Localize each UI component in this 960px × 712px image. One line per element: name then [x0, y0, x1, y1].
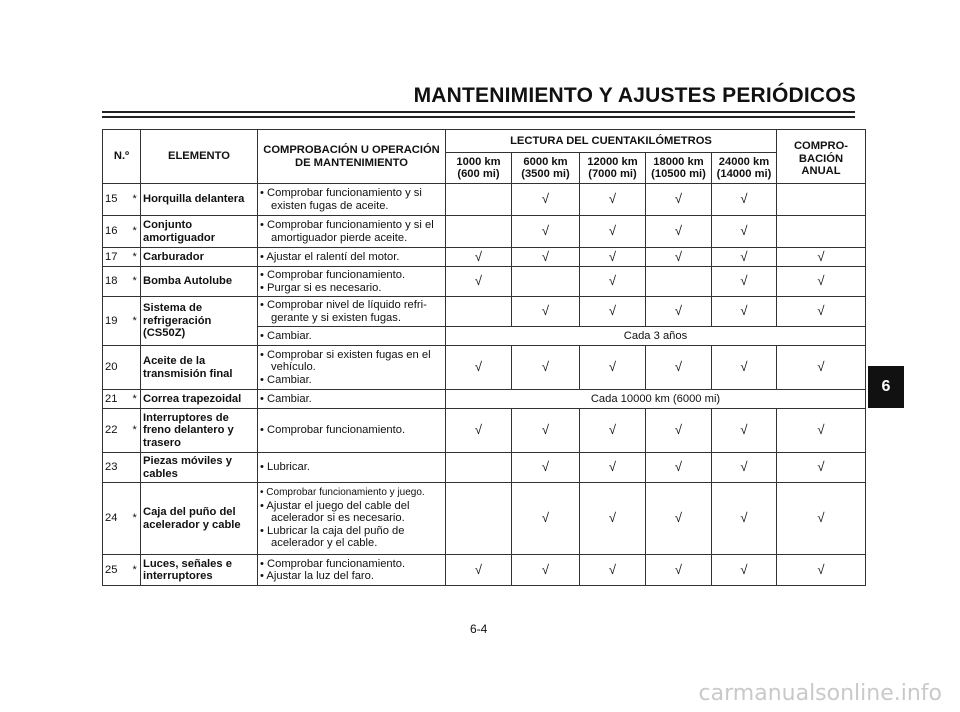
- check-cell: √: [512, 184, 580, 216]
- check-cell: √: [512, 248, 580, 267]
- mi-label: (3500 mi): [521, 168, 570, 180]
- check-cell: √: [777, 483, 866, 555]
- check-cell: √: [512, 346, 580, 390]
- check-cell: √: [580, 346, 646, 390]
- row-operation: [258, 346, 446, 390]
- check-cell: √: [646, 453, 712, 483]
- table-row: [103, 409, 866, 453]
- mi-label: (7000 mi): [588, 168, 637, 180]
- check-cell: √: [777, 297, 866, 327]
- chapter-tab[interactable]: 6: [868, 366, 904, 408]
- check-cell: √: [512, 555, 580, 586]
- km-label: 18000 km: [653, 155, 704, 168]
- row-number: 16: [103, 216, 131, 248]
- operation-item: • Comprobar funcionamiento y si existen fugas de aceite.: [260, 187, 422, 212]
- check-cell: √: [512, 453, 580, 483]
- operation-item: • Cambiar.: [260, 329, 312, 342]
- page-title: MANTENIMIENTO Y AJUSTES PERIÓDICOS: [413, 84, 856, 107]
- header-km-18000: [646, 153, 712, 184]
- check-cell: √: [580, 483, 646, 555]
- check-cell: √: [646, 297, 712, 327]
- row-star: *: [131, 297, 141, 346]
- row-number: 23: [103, 453, 131, 483]
- row-star: *: [131, 267, 141, 297]
- check-cell: √: [777, 409, 866, 453]
- row-element: Carburador: [141, 248, 258, 267]
- operation-item: • Ajustar el ralentí del motor.: [260, 250, 400, 263]
- row-element: Aceite de la transmisión final: [141, 346, 258, 390]
- operation-item: • Ajustar la luz del faro.: [260, 570, 374, 582]
- row-element: [141, 297, 258, 346]
- check-cell: √: [446, 346, 512, 390]
- check-cell: √: [580, 216, 646, 248]
- row-star: [131, 453, 141, 483]
- check-cell: √: [777, 346, 866, 390]
- row-number: 22: [103, 409, 131, 453]
- operation-item: • Comprobar funcionamiento.: [260, 424, 406, 437]
- table-row: [103, 453, 866, 483]
- check-cell: √: [512, 297, 580, 327]
- header-km-6000: [512, 153, 580, 184]
- check-cell: √: [512, 483, 580, 555]
- check-cell: [446, 297, 512, 327]
- row-operation: [258, 216, 446, 248]
- check-cell: √: [712, 216, 777, 248]
- header-km-1000: [446, 153, 512, 184]
- header-check: COMPROBACIÓN U OPERACIÓN DE MANTENIMIENTO: [258, 130, 446, 184]
- header-odometer: LECTURA DEL CUENTAKILÓMETROS: [446, 130, 777, 153]
- check-cell: √: [712, 453, 777, 483]
- km-label: 6000 km: [523, 155, 568, 168]
- check-cell: √: [646, 483, 712, 555]
- table-row: [103, 184, 866, 216]
- element-label: Sistema de refrigeración: [143, 302, 212, 327]
- check-cell: [646, 267, 712, 297]
- mi-label: (10500 mi): [651, 168, 706, 180]
- check-cell: √: [646, 248, 712, 267]
- row-element: Caja del puño del acelerador y cable: [141, 483, 258, 555]
- row-operation: [258, 248, 446, 267]
- operation-item: • Comprobar nivel de líquido refri- gerante y si existen fugas.: [260, 299, 427, 324]
- table-row: [103, 346, 866, 390]
- row-star: *: [131, 409, 141, 453]
- km-label: 12000 km: [587, 155, 638, 168]
- watermark: carmanualsonline.info: [698, 681, 942, 706]
- row-element: Piezas móviles y cables: [141, 453, 258, 483]
- interval-text: Cada 10000 km (6000 mi): [446, 390, 866, 409]
- row-star: [131, 346, 141, 390]
- operation-item: • Purgar si es necesario.: [260, 281, 382, 294]
- row-star: *: [131, 483, 141, 555]
- title-rule: [102, 116, 855, 118]
- row-operation: [258, 555, 446, 586]
- operation-item: • Comprobar si existen fugas en el vehículo.: [260, 348, 431, 374]
- row-operation: [258, 453, 446, 483]
- table-row: [103, 297, 866, 327]
- table-row: [103, 483, 866, 555]
- check-cell: √: [712, 248, 777, 267]
- check-cell: √: [777, 267, 866, 297]
- check-cell: √: [446, 248, 512, 267]
- check-cell: √: [580, 297, 646, 327]
- check-cell: √: [712, 555, 777, 586]
- operation-item: • Cambiar.: [260, 373, 312, 386]
- check-cell: √: [777, 453, 866, 483]
- maintenance-table: [102, 129, 866, 586]
- check-cell: [446, 184, 512, 216]
- check-cell: √: [580, 453, 646, 483]
- check-cell: [446, 453, 512, 483]
- title-rule: [102, 111, 855, 113]
- header-km-24000: [712, 153, 777, 184]
- row-star: *: [131, 555, 141, 586]
- check-cell: √: [712, 483, 777, 555]
- row-operation: [258, 483, 446, 555]
- table-row: [103, 390, 866, 409]
- check-cell: √: [712, 409, 777, 453]
- mi-label: (14000 mi): [716, 168, 772, 180]
- row-element: Interruptores de freno delantero y trasero: [141, 409, 258, 453]
- check-cell: √: [580, 555, 646, 586]
- check-cell: [777, 184, 866, 216]
- row-number: 25: [103, 555, 131, 586]
- table-row: [103, 555, 866, 586]
- check-cell: √: [777, 248, 866, 267]
- row-operation: [258, 409, 446, 453]
- header-annual: COMPRO- BACIÓN ANUAL: [777, 130, 866, 184]
- check-cell: [777, 216, 866, 248]
- check-cell: √: [446, 267, 512, 297]
- row-star: *: [131, 184, 141, 216]
- table-row: [103, 267, 866, 297]
- row-number: 21: [103, 390, 131, 409]
- row-operation: [258, 184, 446, 216]
- check-cell: √: [580, 267, 646, 297]
- check-cell: √: [712, 267, 777, 297]
- row-number: 18: [103, 267, 131, 297]
- row-number: 15: [103, 184, 131, 216]
- check-cell: √: [712, 297, 777, 327]
- check-cell: √: [646, 184, 712, 216]
- operation-item: • Ajustar el juego del cable del acelerador si es necesario.: [260, 499, 410, 525]
- check-cell: √: [646, 555, 712, 586]
- check-cell: √: [712, 184, 777, 216]
- km-label: 1000 km: [456, 155, 501, 168]
- row-number: 24: [103, 483, 131, 555]
- row-operation: [258, 327, 446, 346]
- row-star: *: [131, 248, 141, 267]
- check-cell: √: [512, 409, 580, 453]
- check-cell: √: [446, 409, 512, 453]
- header-element: ELEMENTO: [141, 130, 258, 184]
- km-label: 24000 km: [718, 155, 770, 168]
- operation-item: • Cambiar.: [260, 392, 312, 405]
- check-cell: √: [580, 184, 646, 216]
- row-element: Bomba Autolube: [141, 267, 258, 297]
- header-km-12000: [580, 153, 646, 184]
- operation-item: • Lubricar.: [260, 461, 310, 474]
- check-cell: √: [712, 346, 777, 390]
- check-cell: √: [512, 216, 580, 248]
- row-element: Conjunto amortiguador: [141, 216, 258, 248]
- check-cell: [446, 483, 512, 555]
- operation-item: • Comprobar funcionamiento.: [260, 269, 406, 281]
- table-row: [103, 216, 866, 248]
- row-element: Correa trapezoidal: [141, 390, 258, 409]
- row-operation: [258, 390, 446, 409]
- mi-label: (600 mi): [457, 168, 500, 180]
- row-star: *: [131, 216, 141, 248]
- element-sublabel: (CS50Z): [143, 327, 186, 340]
- table-row: [103, 248, 866, 267]
- check-cell: [446, 216, 512, 248]
- row-number: 19: [103, 297, 131, 346]
- row-element: Luces, señales e interruptores: [141, 555, 258, 586]
- check-cell: √: [646, 409, 712, 453]
- operation-item: • Comprobar funcionamiento y si el amortiguador pierde aceite.: [260, 219, 434, 244]
- row-operation: [258, 297, 446, 327]
- row-element: Horquilla delantera: [141, 184, 258, 216]
- check-cell: √: [580, 248, 646, 267]
- operation-item: • Comprobar funcionamiento.: [260, 557, 406, 570]
- check-cell: √: [446, 555, 512, 586]
- operation-item: • Comprobar funcionamiento y juego.: [260, 487, 425, 499]
- row-operation: [258, 267, 446, 297]
- header-num: N.º: [103, 130, 141, 184]
- check-cell: √: [646, 216, 712, 248]
- interval-text: Cada 3 años: [446, 327, 866, 346]
- operation-item: • Lubricar la caja del puño de acelerador y el cable.: [260, 524, 405, 550]
- row-number: 17: [103, 248, 131, 267]
- check-cell: √: [646, 346, 712, 390]
- row-star: *: [131, 390, 141, 409]
- row-number: 20: [103, 346, 131, 390]
- check-cell: √: [580, 409, 646, 453]
- page-number: 6-4: [470, 622, 488, 636]
- check-cell: [512, 267, 580, 297]
- check-cell: √: [777, 555, 866, 586]
